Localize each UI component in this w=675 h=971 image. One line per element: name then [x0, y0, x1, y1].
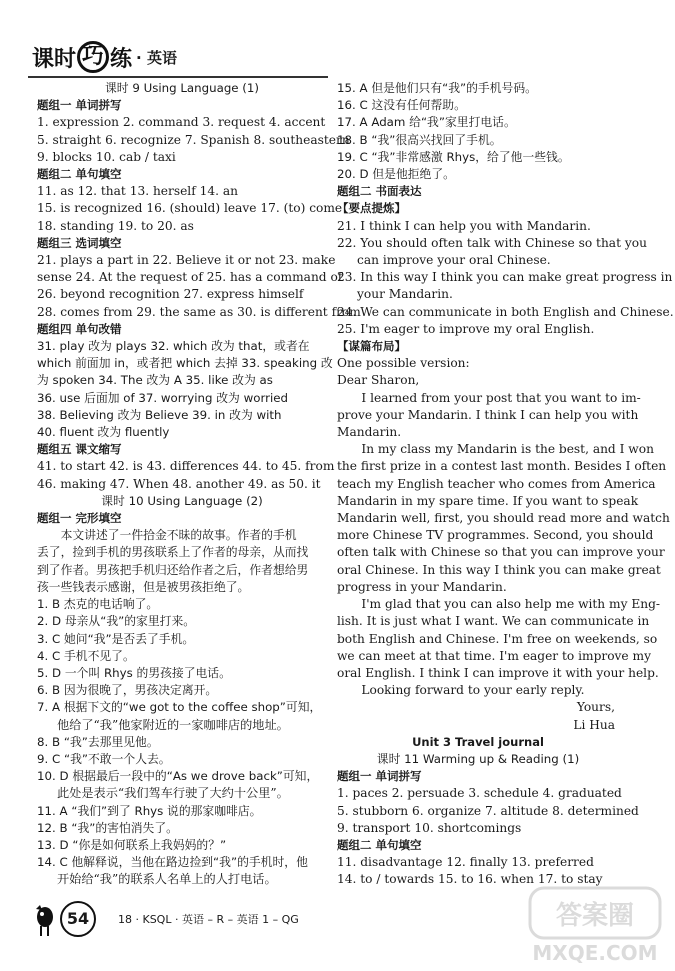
mascot-icon — [32, 903, 58, 939]
text-line: teach my English teacher who comes from America — [337, 476, 656, 491]
text-line: 9. C “我”不敢一个人去。 — [37, 751, 171, 766]
section-heading: 题组三 选词填空 — [37, 235, 122, 250]
text-line: 11. disadvantage 12. finally 13. preferred — [337, 855, 594, 870]
text-line: 17. A Adam 给“我”家里打电话。 — [337, 115, 516, 130]
section-heading: Yours, — [576, 700, 615, 715]
right-column — [337, 80, 674, 889]
page-footer — [30, 895, 590, 945]
text-line: 18. B “我”很高兴找回了手机。 — [337, 132, 502, 147]
section-heading: 题组二 单句填空 — [337, 837, 422, 852]
text-line: I'm glad that you can also help me with my Eng- — [361, 597, 661, 612]
text-line: 15. is recognized 16. (should) leave 17. (to) come — [37, 201, 343, 216]
text-line: 5. straight 6. recognize 7. Spanish 8. southeastern — [37, 132, 350, 147]
text-line: 课时 9 Using Language (1) — [104, 81, 260, 95]
text-line: oral English. I think I can improve it with your help. — [337, 665, 659, 680]
text-line: 31. play 改为 plays 32. which 改为 that，或者在 — [37, 339, 310, 354]
text-line: 13. D “你是如何联系上我妈妈的？” — [37, 837, 227, 852]
section-heading: 题组二 书面表达 — [337, 184, 422, 199]
section-heading: can improve your oral Chinese. — [357, 253, 551, 268]
text-line: 20. D 但是他拒绝了。 — [337, 167, 455, 182]
text-line: 19. C “我”非常感激 Rhys，给了他一些钱。 — [337, 149, 570, 164]
text-line: Mandarin well, first, you should read more and watch — [337, 511, 670, 526]
text-line: we can meet at that time. I'm eager to improve my — [337, 648, 651, 663]
text-line: sense 24. At the request of 25. has a command of — [37, 270, 343, 285]
text-line: 38. Believing 改为 Believe 39. in 改为 with — [37, 407, 282, 422]
page-number: 54 — [60, 901, 96, 937]
section-heading: 【谋篇布局】 — [337, 339, 406, 354]
text-line: 26. beyond recognition 27. express himself — [37, 287, 304, 302]
text-line: Dear Sharon, — [337, 373, 420, 388]
text-line: 15. A 但是他们只有“我”的手机号码。 — [337, 81, 537, 95]
logo — [32, 42, 177, 72]
text-line: 课时 11 Warming up & Reading (1) — [376, 751, 580, 766]
section-heading: 题组一 完形填空 — [37, 511, 122, 526]
logo-char: 练 — [110, 46, 133, 72]
text-line: 1. expression 2. command 3. request 4. accent — [37, 115, 326, 130]
text-line: 7. A 根据下文的“we got to the coffee shop”可知， — [37, 700, 322, 715]
text-line: the first prize in a contest last month. Besides I often — [337, 459, 667, 474]
text-line: 12. B “我”的害怕消失了。 — [37, 820, 178, 835]
text-line: 3. C 她问“我”是否丢了手机。 — [37, 631, 195, 646]
text-line: 10. D 根据最后一段中的“As we drove back”可知， — [37, 769, 319, 784]
text-line: oral Chinese. In this way I think you can make great — [337, 562, 661, 577]
left-column — [37, 80, 361, 889]
page-header — [28, 40, 328, 74]
text-line: In my class my Mandarin is the best, and I won — [361, 442, 654, 457]
section-heading: 题组二 单句填空 — [37, 167, 122, 182]
text-line: progress in your Mandarin. — [337, 579, 507, 594]
text-line: 22. You should often talk with Chinese so that you — [337, 235, 647, 250]
text-line: 23. In this way I think you can make great progress in — [337, 270, 673, 285]
text-line: 41. to start 42. is 43. differences 44. to 45. from — [37, 459, 335, 474]
text-line: 28. comes from 29. the same as 30. is different from — [37, 304, 361, 319]
text-line: lish. It is just what I want. We can communicate in — [337, 614, 650, 629]
text-line: 25. I'm eager to improve my oral English. — [337, 321, 595, 336]
text-line: 5. D 一个叫 Rhys 的男孩接了电话。 — [37, 665, 231, 680]
svg-text:答案圈: 答案圈 — [555, 901, 635, 931]
text-line: both English and Chinese. I'm free on weekends, so — [337, 631, 658, 646]
section-heading: 此处是表示“我们驾车行驶了大约十公里”。 — [57, 786, 289, 801]
text-line: 11. as 12. that 13. herself 14. an — [37, 184, 238, 199]
text-line: prove your Mandarin. I think I can help you with — [337, 407, 639, 422]
footer-code: 18 · KSQL · 英语 – R – 英语 1 – QG — [118, 913, 299, 926]
logo-subject: · 英语 — [136, 48, 177, 67]
section-heading: 题组五 课文缩写 — [37, 442, 122, 457]
text-line: 40. fluent 改为 fluently — [37, 425, 170, 440]
text-line: often talk with Chinese so that you can improve your — [337, 545, 665, 560]
section-heading: your Mandarin. — [357, 287, 453, 302]
text-line: 36. use 后面加 of 37. worrying 改为 worried — [37, 390, 288, 405]
text-line: I learned from your post that you want to im- — [361, 390, 641, 405]
text-line: 为 spoken 34. The 改为 A 35. like 改为 as — [37, 373, 273, 388]
text-line: 2. D 母亲从“我”的家里打来。 — [37, 614, 196, 629]
section-heading: 【要点提炼】 — [337, 201, 406, 216]
text-line: 丢了，捡到手机的男孩联系上了作者的母亲，从而找 — [37, 545, 309, 560]
section-heading: Unit 3 Travel journal — [412, 734, 544, 749]
text-line: 14. C 他解释说，当他在路边捡到“我”的手机时，他 — [37, 855, 308, 870]
logo-char-circled: 巧 — [77, 41, 109, 73]
text-line: 1. B 杰克的电话响了。 — [37, 597, 159, 612]
text-line: 24. We can communicate in both English and Chinese. — [337, 304, 674, 319]
header-rule — [28, 76, 328, 78]
text-line: 到了作者。男孩把手机归还给作者之后，作者想给男 — [37, 562, 309, 577]
text-line: which 前面加 in，或者把 which 去掉 33. speaking 改 — [37, 356, 333, 371]
text-line: Mandarin. — [337, 425, 402, 440]
text-line: 本文讲述了一件拾金不昧的故事。作者的手机 — [60, 528, 297, 543]
watermark-logo — [520, 880, 670, 970]
text-line: 9. transport 10. shortcomings — [337, 820, 522, 835]
text-line: 1. paces 2. persuade 3. schedule 4. graduated — [337, 786, 622, 801]
section-heading: Li Hua — [573, 717, 615, 732]
text-line: 14. to / towards 15. to 16. when 17. to stay — [337, 872, 603, 887]
text-line: 9. blocks 10. cab / taxi — [37, 149, 176, 164]
text-line: 18. standing 19. to 20. as — [37, 218, 194, 233]
logo-char: 时 — [54, 46, 77, 72]
text-line: One possible version: — [337, 356, 470, 371]
section-heading: 题组四 单句改错 — [37, 321, 122, 336]
text-line: 21. plays a part in 22. Believe it or not 23. make — [37, 253, 336, 268]
section-heading: 题组一 单词拼写 — [37, 98, 122, 113]
text-line: 21. I think I can help you with Mandarin. — [337, 218, 591, 233]
text-line: 5. stubborn 6. organize 7. altitude 8. determined — [337, 803, 639, 818]
text-line: 孩一些钱表示感谢，但是被男孩拒绝了。 — [37, 579, 250, 594]
section-heading: 题组一 单词拼写 — [337, 769, 422, 784]
text-line: 16. C 这没有任何帮助。 — [337, 98, 466, 113]
text-line: 46. making 47. When 48. another 49. as 50. it — [37, 476, 321, 491]
section-heading: 他给了“我”他家附近的一家咖啡店的地址。 — [57, 717, 289, 732]
text-line: 11. A “我们”到了 Rhys 说的那家咖啡店。 — [37, 803, 262, 818]
svg-text:MXQE.COM: MXQE.COM — [532, 941, 658, 965]
text-line: 课时 10 Using Language (2) — [101, 493, 263, 508]
section-heading: 开始给“我”的联系人名单上的人打电话。 — [57, 872, 277, 887]
text-line: 8. B “我”去那里见他。 — [37, 734, 159, 749]
text-line: 4. C 手机不见了。 — [37, 648, 135, 663]
text-line: Looking forward to your early reply. — [361, 683, 585, 698]
text-line: 6. B 因为很晚了，男孩决定离开。 — [37, 683, 218, 698]
text-line: Mandarin in my spare time. If you want to speak — [337, 493, 639, 508]
logo-char: 课 — [32, 46, 55, 72]
text-line: more Chinese TV programmes. Second, you should — [337, 528, 654, 543]
